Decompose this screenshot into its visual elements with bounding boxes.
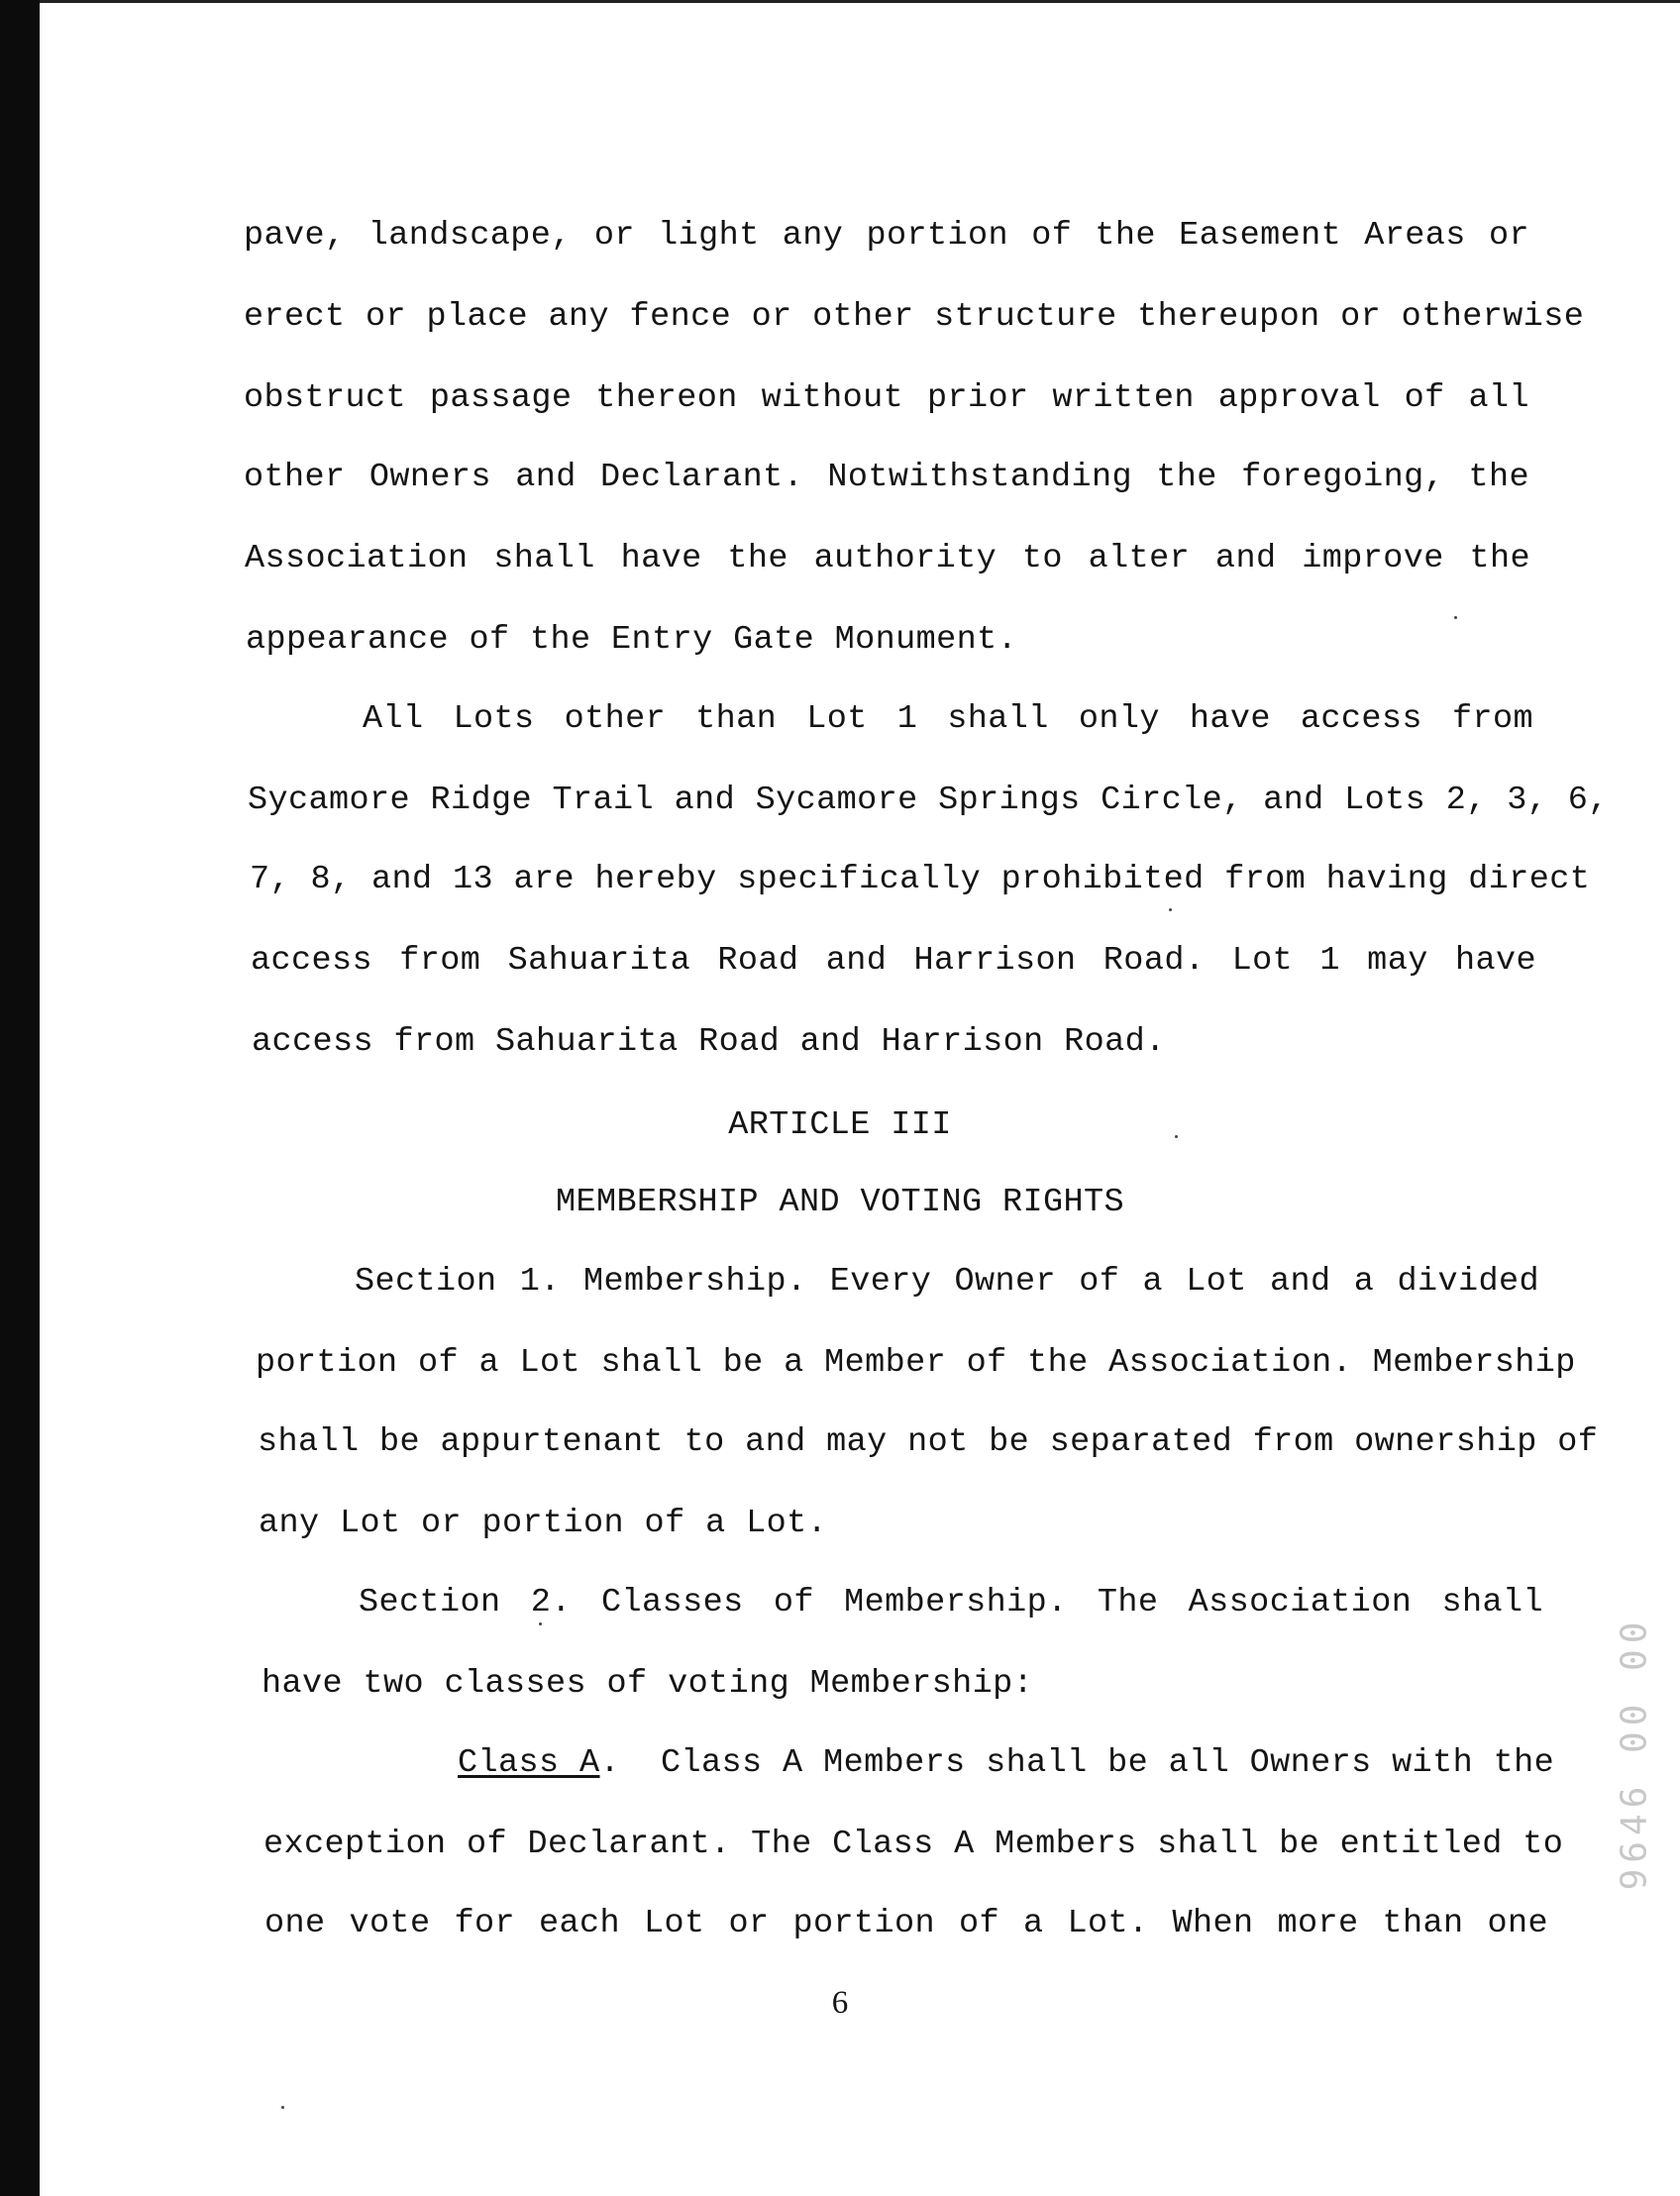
class-a-line: exception of Declarant. The Class A Members shall be entitled to [263, 1826, 1564, 1863]
scan-left-border [0, 0, 40, 2196]
body-line: All Lots other than Lot 1 shall only have access from [363, 700, 1533, 738]
section-2-line: Section 2. Classes of Membership. The Association shall [359, 1584, 1543, 1621]
class-a-line [458, 1743, 1555, 1783]
body-line: obstruct passage thereon without prior written approval of all [244, 379, 1529, 417]
section-1-line: Section 1. Membership. Every Owner of a Lot and a divided [355, 1263, 1539, 1301]
page-number: 6 [831, 1985, 849, 2021]
side-stamp-text: 9646 00 00 [1614, 1616, 1655, 1891]
scan-speck [539, 1622, 542, 1625]
scan-top-edge [0, 0, 1680, 3]
body-line: Sycamore Ridge Trail and Sycamore Springs Circle, and Lots 2, 3, 6, [248, 782, 1609, 819]
scan-speck [1454, 616, 1457, 619]
class-a-first-line-rest: . Class A Members shall be all Owners with the [599, 1744, 1555, 1782]
section-2-line: have two classes of voting Membership: [262, 1665, 1034, 1703]
article-title: MEMBERSHIP AND VOTING RIGHTS [555, 1184, 1125, 1221]
scan-speck [281, 2106, 284, 2109]
scan-speck [1169, 908, 1172, 911]
scan-speck [1175, 1135, 1178, 1138]
body-line: appearance of the Entry Gate Monument. [246, 621, 1018, 659]
body-line: other Owners and Declarant. Notwithstanding the foregoing, the [244, 459, 1529, 496]
side-recording-stamp [1605, 1555, 1664, 1951]
section-1-line: any Lot or portion of a Lot. [259, 1505, 828, 1542]
class-a-label: Class A [458, 1744, 600, 1782]
article-heading: ARTICLE III [728, 1106, 952, 1144]
class-a-line: one vote for each Lot or portion of a Lot. When more than one [264, 1905, 1548, 1942]
body-line: access from Sahuarita Road and Harrison Road. Lot 1 may have [251, 942, 1536, 980]
body-line: pave, landscape, or light any portion of the Easement Areas or [244, 217, 1529, 255]
body-line: access from Sahuarita Road and Harrison Road. [252, 1023, 1166, 1061]
body-line: Association shall have the authority to alter and improve the [245, 540, 1530, 577]
section-1-line: shall be appurtenant to and may not be separated from ownership of [258, 1423, 1599, 1461]
section-1-line: portion of a Lot shall be a Member of the Association. Membership [256, 1344, 1576, 1382]
body-line: erect or place any fence or other structure thereupon or otherwise [244, 298, 1585, 336]
body-line: 7, 8, and 13 are hereby specifically prohibited from having direct [250, 861, 1591, 898]
